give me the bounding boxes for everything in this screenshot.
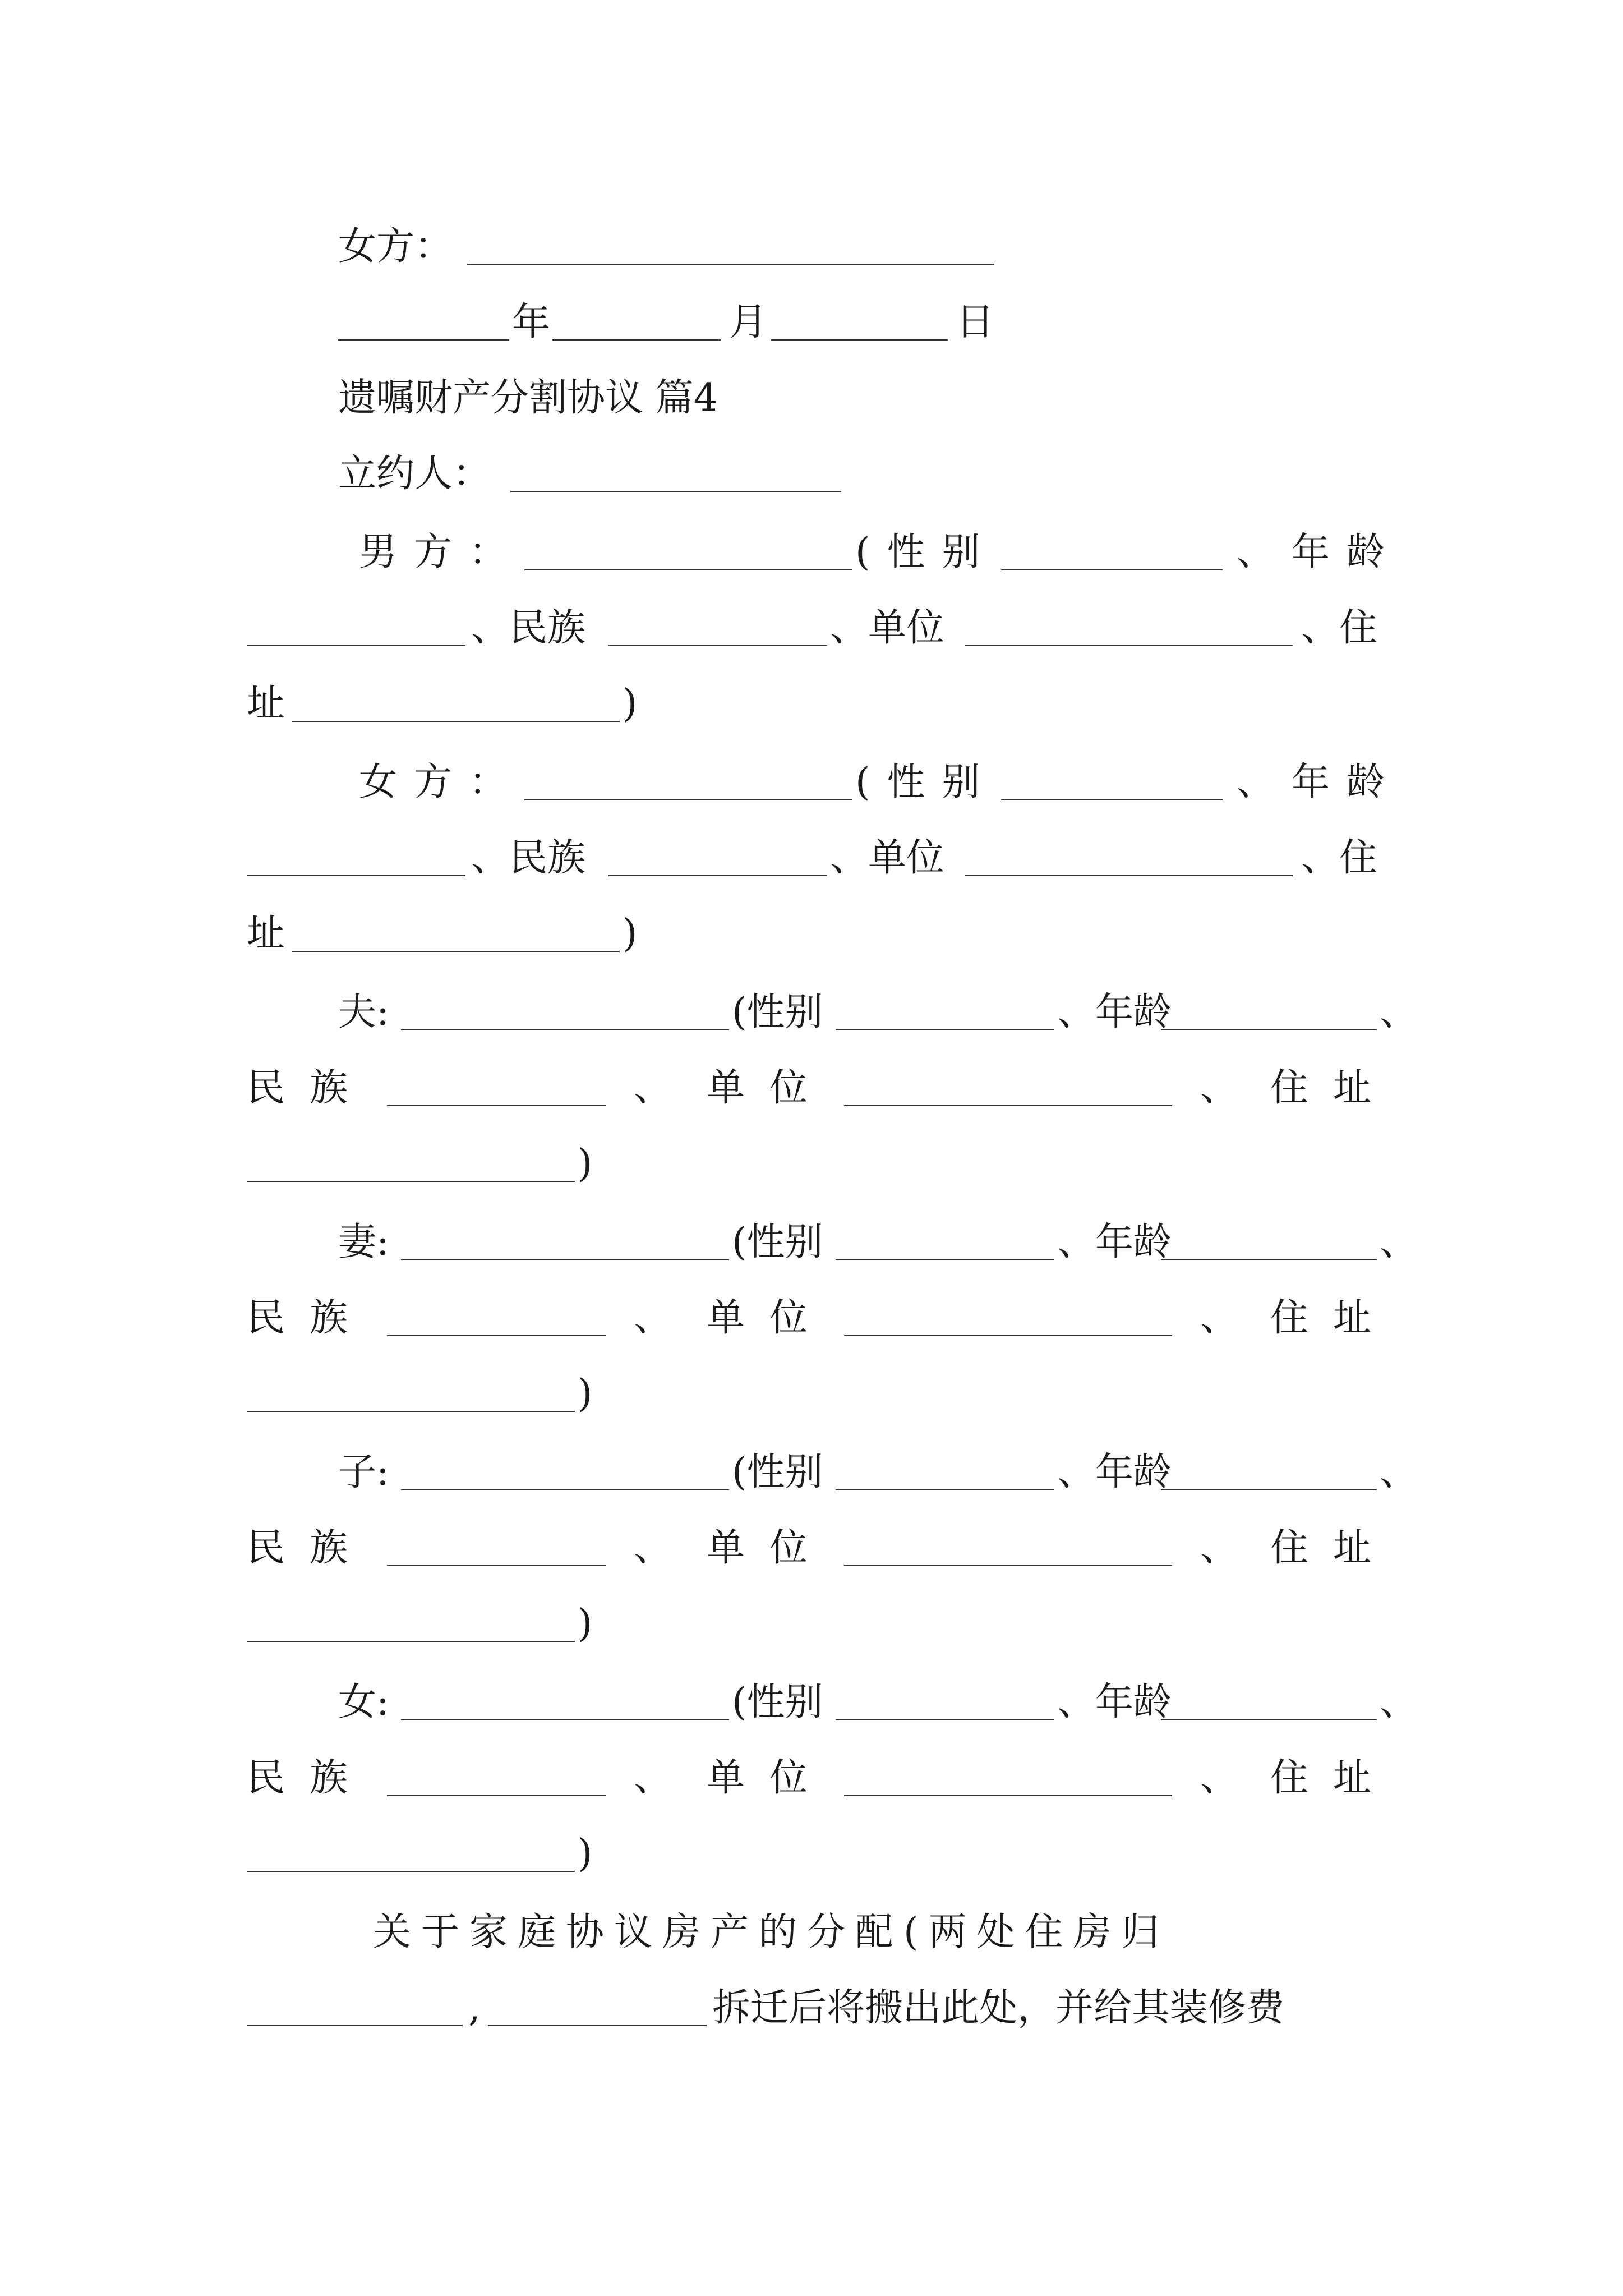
male-address-cont: 址 xyxy=(247,682,285,726)
son-line-3 xyxy=(0,1596,1623,1652)
husband-ethnicity-label: 民族 xyxy=(247,1066,373,1110)
wife-label: 妻: xyxy=(338,1220,389,1264)
women-sign-label: 女方： xyxy=(338,224,453,269)
female-age-label: 、年龄 xyxy=(1237,760,1402,804)
son-address-blank xyxy=(247,1641,575,1642)
son-name-blank xyxy=(401,1489,729,1490)
male-party-line-3 xyxy=(0,676,1623,732)
female-ethnicity-blank xyxy=(608,875,827,876)
year-label: 年 xyxy=(512,300,551,344)
daughter-close: ) xyxy=(578,1832,593,1876)
daughter-sep-2: 、 xyxy=(1200,1756,1239,1800)
husband-label: 夫: xyxy=(338,990,389,1034)
daughter-gender-label: (性别 xyxy=(732,1680,823,1724)
male-name-blank xyxy=(524,569,852,570)
male-unit-label: 、单位 xyxy=(830,606,945,650)
male-party-label: 男方： xyxy=(359,530,524,574)
wife-unit-label: 单位 xyxy=(707,1296,833,1340)
husband-comma: 、 xyxy=(1380,990,1418,1034)
wife-address-blank xyxy=(247,1411,575,1412)
male-close: ) xyxy=(623,682,638,726)
daughter-ethnicity-label: 民族 xyxy=(247,1756,373,1800)
day-label: 日 xyxy=(956,300,995,344)
women-sign-line xyxy=(0,219,1623,275)
son-address-label: 住址 xyxy=(1270,1526,1396,1570)
wife-sep-1: 、 xyxy=(634,1296,672,1340)
clause-text-2: 拆迁后将搬出此处，并给其装修费 xyxy=(712,1986,1285,2030)
son-label: 子: xyxy=(338,1450,389,1494)
daughter-unit-blank xyxy=(844,1795,1172,1796)
female-close: ) xyxy=(623,912,638,956)
female-gender-blank xyxy=(1001,799,1223,800)
daughter-gender-blank xyxy=(836,1719,1054,1720)
son-age-blank xyxy=(1161,1489,1377,1490)
daughter-sep-1: 、 xyxy=(634,1756,672,1800)
day-blank xyxy=(771,339,948,341)
wife-gender-label: (性别 xyxy=(732,1220,823,1264)
month-blank xyxy=(552,339,721,341)
male-age-blank xyxy=(247,645,465,646)
son-ethnicity-label: 民族 xyxy=(247,1526,373,1570)
wife-close: ) xyxy=(578,1372,593,1416)
daughter-address-label: 住址 xyxy=(1270,1756,1396,1800)
daughter-ethnicity-blank xyxy=(387,1795,606,1796)
male-ethnicity-label: 、民族 xyxy=(471,606,586,650)
husband-sep-1: 、 xyxy=(634,1066,672,1110)
date-line xyxy=(0,295,1623,351)
wife-unit-blank xyxy=(844,1335,1172,1336)
wife-line-3 xyxy=(0,1366,1623,1422)
women-sign-blank xyxy=(467,264,994,265)
son-gender-label: (性别 xyxy=(732,1450,823,1494)
clause-comma: , xyxy=(468,1986,481,2030)
husband-unit-label: 单位 xyxy=(707,1066,833,1110)
husband-address-label: 住址 xyxy=(1270,1066,1396,1110)
husband-name-blank xyxy=(401,1029,729,1030)
husband-address-blank xyxy=(247,1181,575,1182)
husband-gender-blank xyxy=(836,1029,1054,1030)
female-unit-blank xyxy=(965,875,1293,876)
clause-line-1: 关于家庭协议房产的分配(两处住房归 xyxy=(373,1910,1170,1954)
male-ethnicity-blank xyxy=(608,645,827,646)
wife-address-label: 住址 xyxy=(1270,1296,1396,1340)
maker-line xyxy=(0,446,1623,502)
son-comma: 、 xyxy=(1380,1450,1418,1494)
wife-comma: 、 xyxy=(1380,1220,1418,1264)
husband-sep-2: 、 xyxy=(1200,1066,1239,1110)
female-address-label: 、住 xyxy=(1301,836,1378,880)
daughter-unit-label: 单位 xyxy=(707,1756,833,1800)
wife-line-2 xyxy=(0,1290,1623,1346)
husband-unit-blank xyxy=(844,1105,1172,1106)
son-close: ) xyxy=(578,1602,593,1646)
daughter-name-blank xyxy=(401,1719,729,1720)
female-address-cont: 址 xyxy=(247,912,285,956)
maker-label: 立约人： xyxy=(338,452,491,496)
daughter-address-blank xyxy=(247,1871,575,1872)
wife-ethnicity-blank xyxy=(387,1335,606,1336)
female-name-blank xyxy=(524,799,852,800)
wife-sep-2: 、 xyxy=(1200,1296,1239,1340)
clause-blank-1 xyxy=(247,2025,463,2026)
daughter-line-3 xyxy=(0,1826,1623,1882)
wife-ethnicity-label: 民族 xyxy=(247,1296,373,1340)
wife-age-label: 、年龄 xyxy=(1057,1220,1172,1264)
clause-line-2 xyxy=(0,1980,1623,2036)
male-address-label: 、住 xyxy=(1301,606,1378,650)
maker-blank xyxy=(510,491,841,492)
husband-age-label: 、年龄 xyxy=(1057,990,1172,1034)
daughter-line-2 xyxy=(0,1750,1623,1806)
husband-line-3 xyxy=(0,1136,1623,1192)
son-ethnicity-blank xyxy=(387,1565,606,1566)
wife-age-blank xyxy=(1161,1259,1377,1260)
month-label: 月 xyxy=(729,300,768,344)
male-age-label: 、年龄 xyxy=(1237,530,1402,574)
clause-blank-2 xyxy=(488,2025,707,2026)
female-address-blank xyxy=(292,951,620,952)
female-party-line-2 xyxy=(0,830,1623,886)
husband-line-2 xyxy=(0,1060,1623,1116)
male-party-line-1 xyxy=(0,524,1623,581)
son-age-label: 、年龄 xyxy=(1057,1450,1172,1494)
son-sep-1: 、 xyxy=(634,1526,672,1570)
male-party-line-2 xyxy=(0,600,1623,656)
daughter-age-label: 、年龄 xyxy=(1057,1680,1172,1724)
female-gender-label: (性别 xyxy=(855,760,997,804)
son-sep-2: 、 xyxy=(1200,1526,1239,1570)
section-heading: 遗嘱财产分割协议 篇4 xyxy=(338,376,718,420)
male-gender-label: (性别 xyxy=(855,530,997,574)
daughter-label: 女: xyxy=(338,1680,389,1724)
female-unit-label: 、单位 xyxy=(830,836,945,880)
male-unit-blank xyxy=(965,645,1293,646)
wife-gender-blank xyxy=(836,1259,1054,1260)
husband-age-blank xyxy=(1161,1029,1377,1030)
female-party-label: 女方： xyxy=(359,760,524,804)
son-line-1 xyxy=(0,1444,1623,1501)
son-line-2 xyxy=(0,1520,1623,1576)
husband-close: ) xyxy=(578,1142,593,1186)
female-age-blank xyxy=(247,875,465,876)
wife-line-1 xyxy=(0,1214,1623,1271)
husband-line-1 xyxy=(0,984,1623,1041)
female-party-line-3 xyxy=(0,906,1623,962)
husband-ethnicity-blank xyxy=(387,1105,606,1106)
son-gender-blank xyxy=(836,1489,1054,1490)
son-unit-blank xyxy=(844,1565,1172,1566)
year-blank xyxy=(338,339,509,341)
daughter-comma: 、 xyxy=(1380,1680,1418,1724)
male-gender-blank xyxy=(1001,569,1223,570)
female-party-line-1 xyxy=(0,754,1623,811)
husband-gender-label: (性别 xyxy=(732,990,823,1034)
daughter-line-1 xyxy=(0,1674,1623,1731)
son-unit-label: 单位 xyxy=(707,1526,833,1570)
daughter-age-blank xyxy=(1161,1719,1377,1720)
male-address-blank xyxy=(292,721,620,722)
wife-name-blank xyxy=(401,1259,729,1260)
female-ethnicity-label: 、民族 xyxy=(471,836,586,880)
